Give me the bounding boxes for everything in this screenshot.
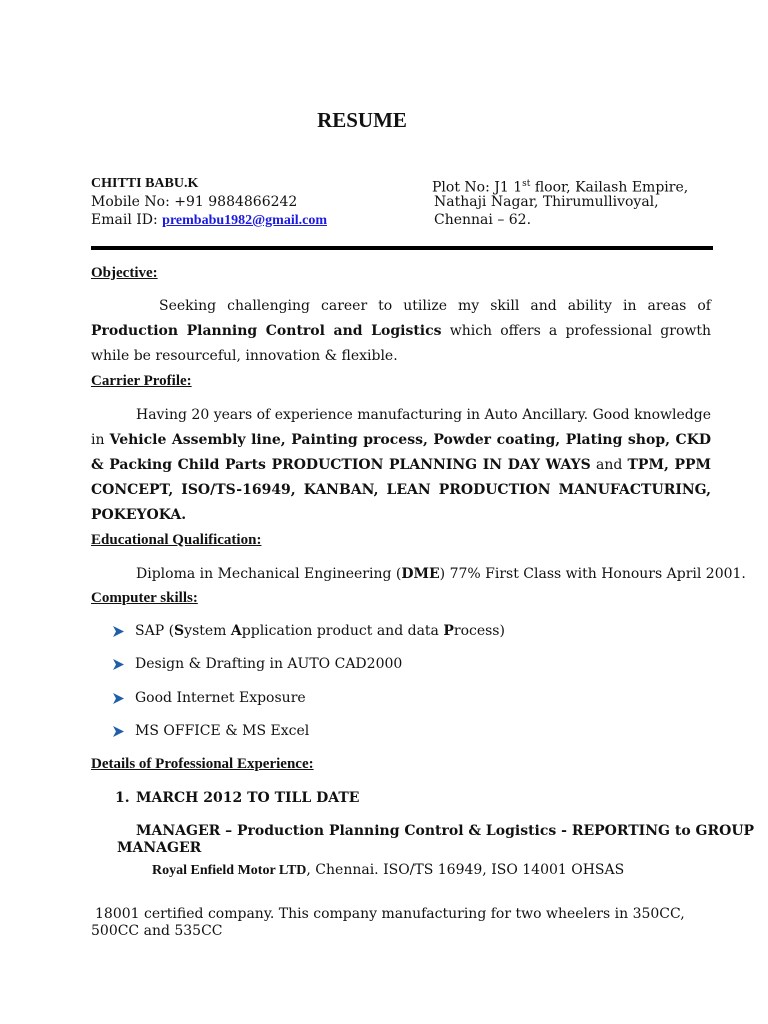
skill-item [112,656,402,672]
skill-sap-a: SAP ( [135,623,175,639]
education-degree: DME [401,566,440,582]
objective-text-2: which offers a professional growth while be resourceful, innovation & flexible. [91,323,711,364]
header-divider [91,246,713,250]
objective-focus: Production Planning Control and Logistics [91,323,442,339]
skill-msoffice: MS OFFICE & MS Excel [135,723,310,739]
email-label: Email ID: [91,212,163,228]
skill-sap-b2: A [230,623,242,639]
skill-item [112,623,505,639]
mobile-number: Mobile No: +91 9884866242 [91,194,298,210]
skill-sap-b1: S [174,623,185,639]
arrow-bullet-icon [112,625,125,638]
objective-heading: Objective: [91,265,158,281]
profile-heading: Carrier Profile: [91,373,192,389]
education-heading: Educational Qualification: [91,532,262,548]
profile-text [91,403,711,528]
email-link[interactable]: prembabu1982@gmail.com [162,213,327,228]
address-superscript: st [522,179,531,189]
company-line-1-rest: , Chennai. ISO/TS 16949, ISO 14001 OHSAS [306,862,625,878]
experience-number: 1. [115,790,130,806]
experience-period: MARCH 2012 TO TILL DATE [136,790,360,806]
candidate-name: CHITTI BABU.K [91,176,199,191]
company-line-2: 18001 certified company. This company manufacturing for two wheelers in 350CC, [95,906,685,922]
education-text-1: Diploma in Mechanical Engineering ( [136,566,402,582]
address-line-3: Chennai – 62. [434,212,532,228]
profile-text-1: Having 20 years of experience manufacturing in Auto Ancillary. Good knowledge in [91,407,711,448]
arrow-bullet-icon [112,658,125,671]
company-line-3: 500CC and 535CC [91,923,223,939]
objective-text-1: Seeking challenging career to utilize my skill and ability in areas of [159,298,711,314]
education-text-2: ) 77% First Class with Honours April 2001. [439,566,746,582]
skill-sap-d: pplication product and data [241,623,444,639]
skill-sap-c: ystem [184,623,231,639]
education-detail [136,566,746,582]
experience-role-line-2: MANAGER [117,840,202,856]
skill-sap-b3: P [443,623,454,639]
address-line-1-a: Plot No: J1 1 [432,179,523,196]
objective-text [91,294,711,369]
skill-sap [135,623,505,639]
skill-item [112,690,306,706]
skill-internet: Good Internet Exposure [135,690,306,706]
experience-heading: Details of Professional Experience: [91,756,314,772]
profile-skills: Vehicle Assembly line, Painting process, Powder coating, Plating shop, CKD & Packing Child Parts PRODUCTION PLANNING IN DAY WAYS [91,432,711,473]
profile-text-2: and [590,457,628,473]
experience-role-line-1: MANAGER – Production Planning Control & Logistics - REPORTING to GROUP [136,823,755,839]
skill-sap-e: rocess) [453,623,505,639]
arrow-bullet-icon [112,692,125,705]
email-line [91,211,327,230]
address-line-2: Nathaji Nagar, Thirumullivoyal, [434,194,659,210]
skills-heading: Computer skills: [91,590,198,606]
company-line-1 [152,862,624,879]
resume-title: RESUME [317,108,407,132]
profile-concepts: TPM, PPM CONCEPT, ISO/TS-16949, KANBAN, LEAN PRODUCTION MANUFACTURING, POKEYOKA. [91,457,711,523]
arrow-bullet-icon [112,725,125,738]
address-line-1-b: floor, Kailash Empire, [530,179,689,196]
company-name: Royal Enfield Motor LTD [152,863,307,878]
skill-item [112,723,309,739]
skill-autocad: Design & Drafting in AUTO CAD2000 [135,656,403,672]
